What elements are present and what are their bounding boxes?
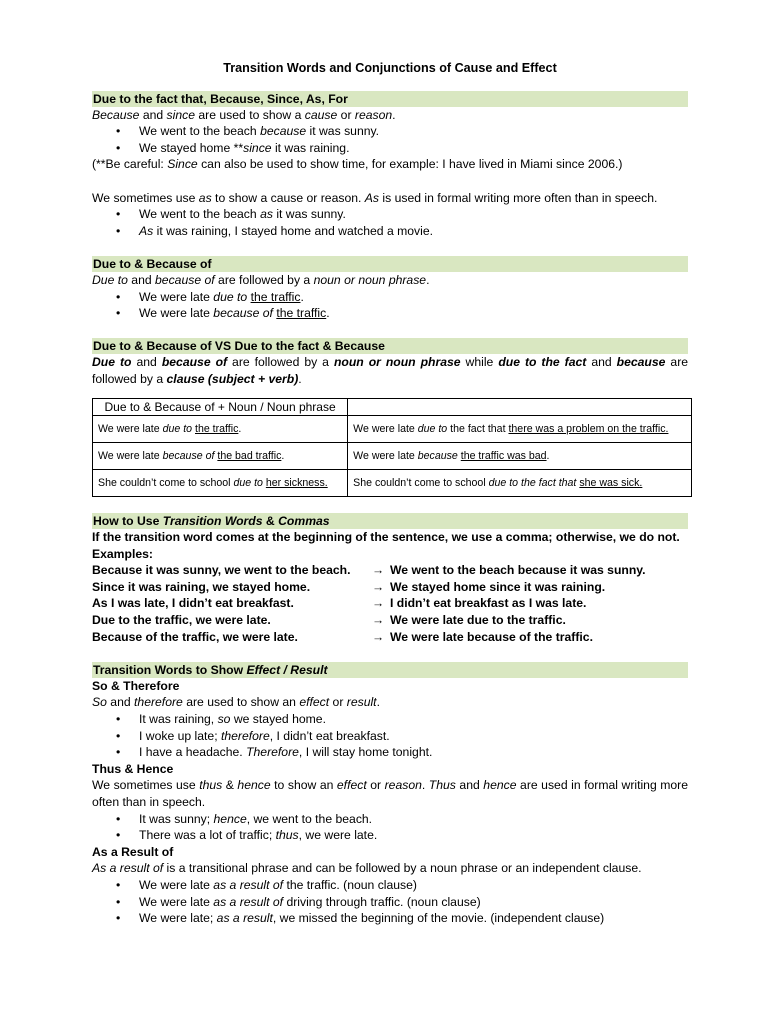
list-item: • I have a headache. Therefore, I will stay home tonight.: [92, 744, 688, 761]
list-item: • There was a lot of traffic; thus, we were late.: [92, 827, 688, 844]
intro-because-since: Because and since are used to show a cause or reason.: [92, 107, 396, 122]
subheading-as-a-result: As a Result of: [92, 844, 174, 859]
list-item: • It was sunny; hence, we went to the beach.: [92, 811, 688, 828]
table-header-row: [93, 398, 692, 415]
arrow-icon: →: [372, 629, 385, 644]
section-header-commas: How to Use Transition Words & Commas: [92, 513, 688, 529]
subheading-so-therefore: So & Therefore: [92, 678, 180, 693]
subheading-thus-hence: Thus & Hence: [92, 761, 174, 776]
example-left: Because of the traffic, we were late.: [92, 629, 298, 644]
example-right: We went to the beach because it was sunny.: [390, 563, 646, 578]
bullet-list: [92, 711, 688, 761]
thus-paragraph: We sometimes use thus & hence to show an effect or reason. Thus and hence are used in formal writing more often than in speech.: [92, 778, 689, 809]
as-result-paragraph: As a result of is a transitional phrase and can be followed by a noun phrase or an independent clause.: [92, 861, 642, 876]
as-paragraph: We sometimes use as to show a cause or reason. As is used in formal writing more often than in speech.: [92, 190, 658, 205]
section-header-vs: Due to & Because of VS Due to the fact & Because: [92, 338, 688, 354]
comparison-table: [92, 398, 692, 497]
bullet-list: [92, 206, 688, 239]
careful-note: (**Be careful: Since can also be used to show time, for example: I have lived in Miami since 2006.): [92, 157, 623, 172]
comma-rule: If the transition word comes at the beginning of the sentence, we use a comma; otherwise, we do not.: [92, 530, 680, 545]
example-right: We were late due to the traffic.: [390, 613, 566, 628]
list-item: • We were late due to the traffic.: [92, 289, 688, 306]
list-item: • We were late because of the traffic.: [92, 305, 688, 322]
example-left: Since it was raining, we stayed home.: [92, 579, 311, 594]
list-item: • We stayed home **since it was raining.: [92, 140, 688, 157]
table-cell: She couldn’t come to school due to her sickness.: [93, 469, 348, 496]
page-title: Transition Words and Conjunctions of Cause and Effect: [223, 61, 557, 75]
section-header-effect: Transition Words to Show Effect / Result: [92, 662, 688, 678]
document-page: [92, 60, 688, 927]
example-right: We were late because of the traffic.: [390, 629, 593, 644]
bullet-list: [92, 877, 688, 927]
section-header-due-to: Due to & Because of: [92, 256, 688, 272]
arrow-icon: →: [372, 613, 385, 628]
example-right: We stayed home since it was raining.: [390, 579, 606, 594]
bullet-list: [92, 289, 688, 322]
table-header-cell: [348, 398, 692, 415]
table-cell: We were late because of the bad traffic.: [93, 442, 348, 469]
bullet-list: [92, 811, 688, 844]
table-header-cell: Due to & Because of + Noun / Noun phrase: [93, 398, 348, 415]
example-left: Because it was sunny, we went to the beach.: [92, 563, 351, 578]
list-item: • We were late; as a result, we missed the beginning of the movie. (independent clause): [92, 910, 688, 927]
table-cell: She couldn’t come to school due to the fact that she was sick.: [348, 469, 692, 496]
list-item: • We went to the beach as it was sunny.: [92, 206, 688, 223]
table-cell: We were late due to the fact that there was a problem on the traffic.: [348, 415, 692, 442]
example-left: Due to the traffic, we were late.: [92, 613, 271, 628]
arrow-icon: →: [372, 563, 385, 578]
example-right: I didn’t eat breakfast as I was late.: [390, 596, 587, 611]
arrow-icon: →: [372, 596, 385, 611]
examples-label: Examples:: [92, 546, 153, 561]
arrow-icon: →: [372, 579, 385, 594]
intro-due-to: Due to and because of are followed by a noun or noun phrase.: [92, 272, 430, 287]
intro-so-therefore: So and therefore are used to show an effect or result.: [92, 695, 380, 710]
example-left: As I was late, I didn’t eat breakfast.: [92, 596, 294, 611]
table-row: [93, 469, 692, 496]
section-header-cause: Due to the fact that, Because, Since, As, For: [92, 91, 688, 107]
list-item: • I woke up late; therefore, I didn’t eat breakfast.: [92, 728, 688, 745]
list-item: • It was raining, so we stayed home.: [92, 711, 688, 728]
list-item: • We went to the beach because it was sunny.: [92, 123, 688, 140]
table-cell: We were late because the traffic was bad.: [348, 442, 692, 469]
table-row: [93, 415, 692, 442]
list-item: • As it was raining, I stayed home and watched a movie.: [92, 223, 688, 240]
list-item: • We were late as a result of driving through traffic. (noun clause): [92, 894, 688, 911]
table-cell: We were late due to the traffic.: [93, 415, 348, 442]
table-row: [93, 442, 692, 469]
vs-paragraph: Due to and because of are followed by a noun or noun phrase while due to the fact and because are followed by a clause (subject + verb).: [92, 355, 689, 386]
list-item: • We were late as a result of the traffic. (noun clause): [92, 877, 688, 894]
bullet-list: [92, 123, 688, 156]
examples-grid: [92, 562, 688, 645]
